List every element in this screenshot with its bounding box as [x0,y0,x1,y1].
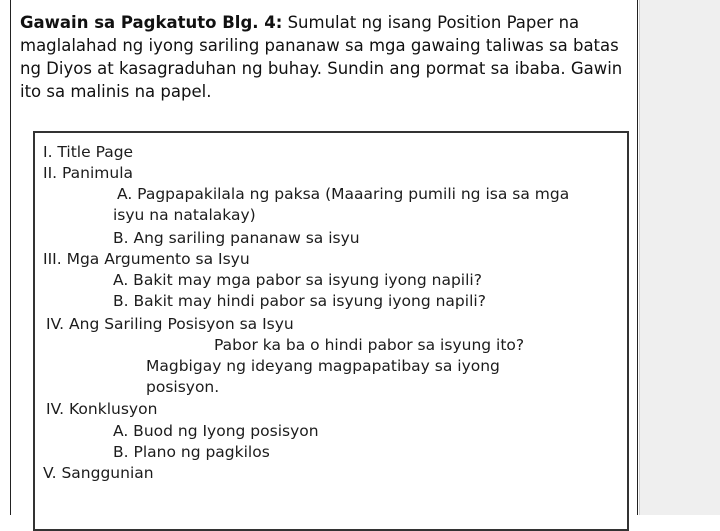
outline-argumento-a: A. Bakit may mga pabor sa isyung iyong napili? [113,271,482,289]
side-panel [639,0,720,515]
outline-argumento-b: B. Bakit may hindi pabor sa isyung iyong napili? [113,292,486,310]
outline-panimula-b: B. Ang sariling pananaw sa isyu [113,229,360,247]
outline-posisyon-idea-cont: posisyon. [146,378,220,396]
outline-panimula-a: A. Pagpapakilala ng paksa (Maaaring pumili ng isa sa mga [117,185,570,203]
outline-posisyon-question: Pabor ka ba o hindi pabor sa isyung ito? [214,336,525,354]
outline-posisyon: IV. Ang Sariling Posisyon sa Isyu [46,315,294,333]
outline-argumento: III. Mga Argumento sa Isyu [43,250,250,268]
outline-konklusyon-a: A. Buod ng Iyong posisyon [113,422,319,440]
outline-title-page: I. Title Page [43,143,134,161]
activity-instructions [20,11,632,103]
outline-panimula: II. Panimula [43,164,134,182]
activity-body: Sumulat ng isang Position Paper na maglalahad ng iyong sariling pananaw sa mga gawaing taliwas sa batas ng Diyos at kasagraduhan ng buhay. Sundin ang pormat sa ibaba. Gawin ito sa malinis na papel. [20,13,623,101]
activity-heading: Gawain sa Pagkatuto Blg. 4: [20,13,283,32]
outline-panimula-a-cont: isyu na natalakay) [113,206,256,224]
outline-posisyon-idea: Magbigay ng ideyang magpapatibay sa iyong [146,357,500,375]
outline-konklusyon: IV. Konklusyon [46,400,158,418]
outline-sanggunian: V. Sanggunian [43,464,154,482]
outline-konklusyon-b: B. Plano ng pagkilos [113,443,270,461]
